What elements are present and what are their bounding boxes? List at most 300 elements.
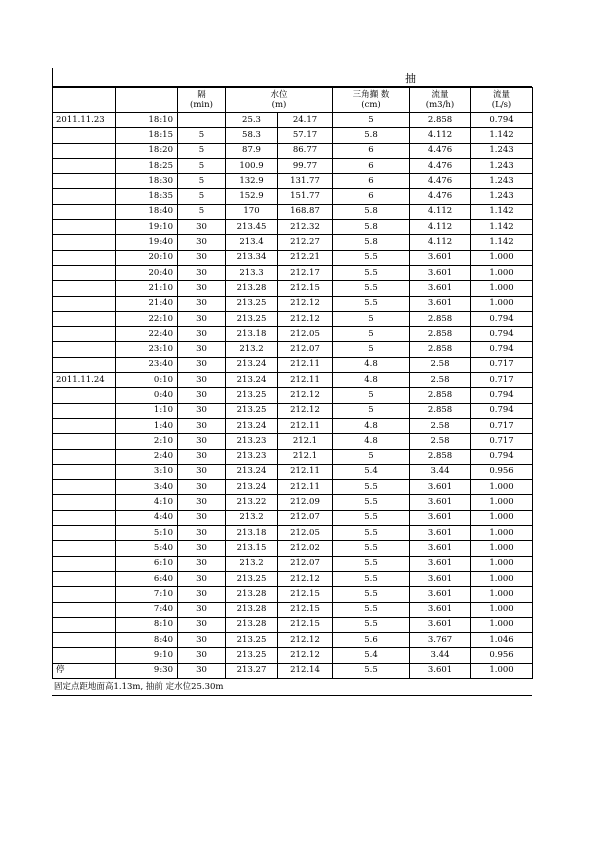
interval-cell[interactable]: 30	[178, 602, 226, 617]
flow-m3h-cell[interactable]: 4.112	[410, 204, 471, 219]
time-cell[interactable]: 21:40	[116, 296, 178, 311]
flow-ls-cell[interactable]: 1.000	[471, 541, 533, 556]
flow-m3h-cell[interactable]: 3.44	[410, 464, 471, 479]
water-depth-cell[interactable]: 213.3	[226, 265, 278, 280]
water-level-cell[interactable]: 212.02	[278, 541, 333, 556]
water-depth-cell[interactable]: 213.23	[226, 434, 278, 449]
flow-ls-cell[interactable]: 1.142	[471, 235, 533, 250]
weir-reading-cell[interactable]: 6	[333, 158, 410, 173]
water-depth-cell[interactable]: 213.25	[226, 296, 278, 311]
date-cell[interactable]	[53, 311, 116, 326]
date-cell[interactable]	[53, 128, 116, 143]
time-cell[interactable]: 2:10	[116, 434, 178, 449]
time-cell[interactable]: 18:25	[116, 158, 178, 173]
water-depth-cell[interactable]: 132.9	[226, 174, 278, 189]
date-cell[interactable]	[53, 510, 116, 525]
flow-m3h-cell[interactable]: 3.601	[410, 571, 471, 586]
date-cell[interactable]	[53, 327, 116, 342]
flow-ls-cell[interactable]: 0.717	[471, 418, 533, 433]
flow-m3h-cell[interactable]: 2.858	[410, 403, 471, 418]
date-cell[interactable]	[53, 158, 116, 173]
date-cell[interactable]	[53, 388, 116, 403]
water-level-cell[interactable]: 212.14	[278, 663, 333, 678]
flow-ls-cell[interactable]: 0.794	[471, 449, 533, 464]
date-cell[interactable]	[53, 602, 116, 617]
flow-m3h-cell[interactable]: 3.601	[410, 526, 471, 541]
interval-cell[interactable]: 30	[178, 311, 226, 326]
water-depth-cell[interactable]: 213.28	[226, 617, 278, 632]
flow-m3h-cell[interactable]: 3.601	[410, 495, 471, 510]
interval-cell[interactable]: 30	[178, 480, 226, 495]
flow-ls-cell[interactable]: 0.794	[471, 311, 533, 326]
water-depth-cell[interactable]: 213.4	[226, 235, 278, 250]
flow-ls-cell[interactable]: 0.717	[471, 434, 533, 449]
flow-m3h-cell[interactable]: 2.858	[410, 388, 471, 403]
time-cell[interactable]: 18:15	[116, 128, 178, 143]
water-depth-cell[interactable]: 213.28	[226, 281, 278, 296]
weir-reading-cell[interactable]: 5.4	[333, 464, 410, 479]
water-level-cell[interactable]: 212.07	[278, 556, 333, 571]
weir-reading-cell[interactable]: 5	[333, 327, 410, 342]
water-level-cell[interactable]: 151.77	[278, 189, 333, 204]
interval-cell[interactable]: 30	[178, 617, 226, 632]
flow-ls-cell[interactable]: 1.243	[471, 143, 533, 158]
flow-m3h-cell[interactable]: 3.601	[410, 281, 471, 296]
date-cell[interactable]	[53, 434, 116, 449]
interval-cell[interactable]: 30	[178, 510, 226, 525]
date-cell[interactable]	[53, 495, 116, 510]
interval-cell[interactable]: 30	[178, 571, 226, 586]
date-cell[interactable]	[53, 648, 116, 663]
flow-ls-cell[interactable]: 1.000	[471, 526, 533, 541]
water-depth-cell[interactable]: 213.23	[226, 449, 278, 464]
flow-ls-cell[interactable]: 1.243	[471, 174, 533, 189]
water-level-cell[interactable]: 212.11	[278, 480, 333, 495]
interval-cell[interactable]: 5	[178, 204, 226, 219]
weir-reading-cell[interactable]: 6	[333, 189, 410, 204]
flow-ls-cell[interactable]: 1.000	[471, 556, 533, 571]
date-cell[interactable]	[53, 464, 116, 479]
water-depth-cell[interactable]: 213.24	[226, 418, 278, 433]
water-depth-cell[interactable]: 213.25	[226, 403, 278, 418]
weir-reading-cell[interactable]: 5.8	[333, 204, 410, 219]
water-depth-cell[interactable]: 213.18	[226, 526, 278, 541]
water-level-cell[interactable]: 212.11	[278, 418, 333, 433]
flow-m3h-cell[interactable]: 3.601	[410, 587, 471, 602]
time-cell[interactable]: 1:10	[116, 403, 178, 418]
date-cell[interactable]	[53, 556, 116, 571]
time-cell[interactable]: 6:40	[116, 571, 178, 586]
interval-cell[interactable]: 30	[178, 556, 226, 571]
water-level-cell[interactable]: 212.12	[278, 296, 333, 311]
date-cell[interactable]	[53, 174, 116, 189]
weir-reading-cell[interactable]: 5.5	[333, 571, 410, 586]
date-cell[interactable]	[53, 541, 116, 556]
water-level-cell[interactable]: 212.11	[278, 373, 333, 388]
water-depth-cell[interactable]: 213.25	[226, 388, 278, 403]
water-depth-cell[interactable]: 213.27	[226, 663, 278, 678]
flow-ls-cell[interactable]: 1.000	[471, 250, 533, 265]
water-level-cell[interactable]: 212.12	[278, 403, 333, 418]
time-cell[interactable]: 1:40	[116, 418, 178, 433]
water-level-cell[interactable]: 212.09	[278, 495, 333, 510]
interval-cell[interactable]: 5	[178, 174, 226, 189]
water-depth-cell[interactable]: 213.24	[226, 480, 278, 495]
interval-cell[interactable]: 5	[178, 143, 226, 158]
date-cell[interactable]	[53, 265, 116, 280]
time-cell[interactable]: 4:10	[116, 495, 178, 510]
interval-cell[interactable]: 30	[178, 265, 226, 280]
weir-reading-cell[interactable]: 5.5	[333, 602, 410, 617]
water-depth-cell[interactable]: 213.2	[226, 556, 278, 571]
water-level-cell[interactable]: 24.17	[278, 113, 333, 128]
interval-cell[interactable]: 5	[178, 128, 226, 143]
interval-cell[interactable]: 30	[178, 327, 226, 342]
flow-m3h-cell[interactable]: 3.601	[410, 510, 471, 525]
time-cell[interactable]: 5:40	[116, 541, 178, 556]
flow-m3h-cell[interactable]: 3.601	[410, 556, 471, 571]
date-cell[interactable]	[53, 143, 116, 158]
flow-m3h-cell[interactable]: 3.601	[410, 250, 471, 265]
date-cell[interactable]: 2011.11.24	[53, 373, 116, 388]
water-depth-cell[interactable]: 213.2	[226, 342, 278, 357]
flow-ls-cell[interactable]: 0.794	[471, 388, 533, 403]
flow-m3h-cell[interactable]: 2.858	[410, 113, 471, 128]
time-cell[interactable]: 7:10	[116, 587, 178, 602]
water-depth-cell[interactable]: 100.9	[226, 158, 278, 173]
water-depth-cell[interactable]: 213.24	[226, 373, 278, 388]
time-cell[interactable]: 18:10	[116, 113, 178, 128]
water-depth-cell[interactable]: 213.28	[226, 587, 278, 602]
interval-cell[interactable]: 30	[178, 388, 226, 403]
flow-m3h-cell[interactable]: 2.858	[410, 342, 471, 357]
interval-cell[interactable]: 30	[178, 281, 226, 296]
flow-ls-cell[interactable]: 1.000	[471, 296, 533, 311]
water-level-cell[interactable]: 212.05	[278, 327, 333, 342]
flow-m3h-cell[interactable]: 3.44	[410, 648, 471, 663]
interval-cell[interactable]: 30	[178, 296, 226, 311]
flow-m3h-cell[interactable]: 2.58	[410, 357, 471, 372]
flow-ls-cell[interactable]: 1.142	[471, 204, 533, 219]
time-cell[interactable]: 21:10	[116, 281, 178, 296]
water-depth-cell[interactable]: 213.25	[226, 648, 278, 663]
flow-ls-cell[interactable]: 0.717	[471, 373, 533, 388]
interval-cell[interactable]: 30	[178, 434, 226, 449]
time-cell[interactable]: 3:10	[116, 464, 178, 479]
water-level-cell[interactable]: 212.07	[278, 342, 333, 357]
weir-reading-cell[interactable]: 5.5	[333, 265, 410, 280]
flow-m3h-cell[interactable]: 4.112	[410, 235, 471, 250]
time-cell[interactable]: 4:40	[116, 510, 178, 525]
water-depth-cell[interactable]: 213.25	[226, 633, 278, 648]
date-cell[interactable]	[53, 418, 116, 433]
flow-ls-cell[interactable]: 1.000	[471, 571, 533, 586]
time-cell[interactable]: 9:10	[116, 648, 178, 663]
flow-ls-cell[interactable]: 1.000	[471, 495, 533, 510]
water-level-cell[interactable]: 212.12	[278, 311, 333, 326]
flow-m3h-cell[interactable]: 3.601	[410, 541, 471, 556]
weir-reading-cell[interactable]: 5	[333, 403, 410, 418]
water-level-cell[interactable]: 212.27	[278, 235, 333, 250]
water-depth-cell[interactable]: 213.18	[226, 327, 278, 342]
interval-cell[interactable]: 30	[178, 633, 226, 648]
weir-reading-cell[interactable]: 5.5	[333, 587, 410, 602]
flow-ls-cell[interactable]: 0.717	[471, 357, 533, 372]
date-cell[interactable]	[53, 403, 116, 418]
interval-cell[interactable]: 30	[178, 449, 226, 464]
weir-reading-cell[interactable]: 5.5	[333, 541, 410, 556]
flow-m3h-cell[interactable]: 2.858	[410, 327, 471, 342]
time-cell[interactable]: 18:35	[116, 189, 178, 204]
date-cell[interactable]	[53, 357, 116, 372]
interval-cell[interactable]: 30	[178, 250, 226, 265]
water-level-cell[interactable]: 212.12	[278, 648, 333, 663]
weir-reading-cell[interactable]: 5	[333, 449, 410, 464]
water-level-cell[interactable]: 212.15	[278, 587, 333, 602]
water-depth-cell[interactable]: 213.24	[226, 464, 278, 479]
water-level-cell[interactable]: 212.32	[278, 220, 333, 235]
date-cell[interactable]	[53, 281, 116, 296]
water-level-cell[interactable]: 168.87	[278, 204, 333, 219]
interval-cell[interactable]: 30	[178, 587, 226, 602]
time-cell[interactable]: 23:10	[116, 342, 178, 357]
date-cell[interactable]	[53, 449, 116, 464]
weir-reading-cell[interactable]: 5.5	[333, 296, 410, 311]
weir-reading-cell[interactable]: 4.8	[333, 357, 410, 372]
flow-m3h-cell[interactable]: 2.58	[410, 418, 471, 433]
time-cell[interactable]: 20:40	[116, 265, 178, 280]
interval-cell[interactable]: 30	[178, 464, 226, 479]
interval-cell[interactable]: 30	[178, 418, 226, 433]
flow-ls-cell[interactable]: 1.000	[471, 281, 533, 296]
water-level-cell[interactable]: 86.77	[278, 143, 333, 158]
interval-cell[interactable]: 30	[178, 220, 226, 235]
time-cell[interactable]: 19:10	[116, 220, 178, 235]
flow-ls-cell[interactable]: 1.000	[471, 617, 533, 632]
flow-m3h-cell[interactable]: 3.601	[410, 480, 471, 495]
water-level-cell[interactable]: 212.15	[278, 281, 333, 296]
flow-ls-cell[interactable]: 1.000	[471, 602, 533, 617]
time-cell[interactable]: 5:10	[116, 526, 178, 541]
time-cell[interactable]: 18:30	[116, 174, 178, 189]
interval-cell[interactable]: 5	[178, 158, 226, 173]
weir-reading-cell[interactable]: 5.5	[333, 663, 410, 678]
flow-ls-cell[interactable]: 1.000	[471, 587, 533, 602]
weir-reading-cell[interactable]: 5.5	[333, 526, 410, 541]
weir-reading-cell[interactable]: 5.8	[333, 235, 410, 250]
weir-reading-cell[interactable]: 5	[333, 311, 410, 326]
table-row	[53, 633, 533, 648]
time-cell[interactable]: 22:40	[116, 327, 178, 342]
time-cell[interactable]: 2:40	[116, 449, 178, 464]
flow-ls-cell[interactable]: 1.142	[471, 128, 533, 143]
weir-reading-cell[interactable]: 5.5	[333, 495, 410, 510]
interval-cell[interactable]: 30	[178, 495, 226, 510]
date-cell[interactable]	[53, 250, 116, 265]
date-cell[interactable]	[53, 480, 116, 495]
flow-ls-cell[interactable]: 1.046	[471, 633, 533, 648]
water-level-cell[interactable]: 57.17	[278, 128, 333, 143]
flow-m3h-cell[interactable]: 4.112	[410, 128, 471, 143]
water-depth-cell[interactable]: 58.3	[226, 128, 278, 143]
flow-m3h-cell[interactable]: 2.858	[410, 449, 471, 464]
weir-reading-cell[interactable]: 5.6	[333, 633, 410, 648]
water-depth-cell[interactable]: 152.9	[226, 189, 278, 204]
flow-ls-cell[interactable]: 0.956	[471, 464, 533, 479]
water-level-cell[interactable]: 212.07	[278, 510, 333, 525]
date-cell[interactable]: 停	[53, 663, 116, 678]
date-cell[interactable]	[53, 220, 116, 235]
water-depth-cell[interactable]: 213.22	[226, 495, 278, 510]
time-cell[interactable]: 8:10	[116, 617, 178, 632]
weir-reading-cell[interactable]: 5.8	[333, 220, 410, 235]
water-level-cell[interactable]: 212.1	[278, 434, 333, 449]
flow-m3h-cell[interactable]: 4.476	[410, 189, 471, 204]
water-depth-cell[interactable]: 213.28	[226, 602, 278, 617]
flow-m3h-cell[interactable]: 3.601	[410, 296, 471, 311]
date-cell[interactable]	[53, 189, 116, 204]
header-weir-reading: 三角攧 数 (cm)	[333, 88, 410, 113]
weir-reading-cell[interactable]: 5.5	[333, 281, 410, 296]
weir-reading-cell[interactable]: 5.5	[333, 480, 410, 495]
time-cell[interactable]: 6:10	[116, 556, 178, 571]
flow-m3h-cell[interactable]: 2.58	[410, 434, 471, 449]
water-level-cell[interactable]: 212.17	[278, 265, 333, 280]
weir-reading-cell[interactable]: 5.8	[333, 128, 410, 143]
date-cell[interactable]	[53, 235, 116, 250]
weir-reading-cell[interactable]: 5	[333, 342, 410, 357]
flow-ls-cell[interactable]: 1.000	[471, 480, 533, 495]
water-depth-cell[interactable]: 213.2	[226, 510, 278, 525]
time-cell[interactable]: 9:30	[116, 663, 178, 678]
interval-cell[interactable]: 30	[178, 526, 226, 541]
water-level-cell[interactable]: 212.15	[278, 602, 333, 617]
weir-reading-cell[interactable]: 5	[333, 113, 410, 128]
flow-m3h-cell[interactable]: 3.601	[410, 617, 471, 632]
water-level-cell[interactable]: 99.77	[278, 158, 333, 173]
flow-ls-cell[interactable]: 0.794	[471, 113, 533, 128]
date-cell[interactable]	[53, 617, 116, 632]
weir-reading-cell[interactable]: 5.5	[333, 510, 410, 525]
flow-ls-cell[interactable]: 1.243	[471, 189, 533, 204]
interval-cell[interactable]: 30	[178, 342, 226, 357]
flow-ls-cell[interactable]: 1.000	[471, 663, 533, 678]
interval-cell[interactable]: 30	[178, 235, 226, 250]
water-level-cell[interactable]: 212.1	[278, 449, 333, 464]
weir-reading-cell[interactable]: 6	[333, 174, 410, 189]
interval-cell[interactable]: 5	[178, 189, 226, 204]
time-cell[interactable]: 22:10	[116, 311, 178, 326]
water-level-cell[interactable]: 212.12	[278, 571, 333, 586]
water-depth-cell[interactable]: 213.45	[226, 220, 278, 235]
water-level-cell[interactable]: 212.21	[278, 250, 333, 265]
flow-m3h-cell[interactable]: 3.601	[410, 663, 471, 678]
weir-reading-cell[interactable]: 4.8	[333, 373, 410, 388]
water-level-cell[interactable]: 212.12	[278, 633, 333, 648]
weir-reading-cell[interactable]: 4.8	[333, 434, 410, 449]
water-level-cell[interactable]: 212.12	[278, 388, 333, 403]
time-cell[interactable]: 18:20	[116, 143, 178, 158]
time-cell[interactable]: 3:40	[116, 480, 178, 495]
weir-reading-cell[interactable]: 5.4	[333, 648, 410, 663]
date-cell[interactable]	[53, 571, 116, 586]
date-cell[interactable]	[53, 633, 116, 648]
interval-cell[interactable]: 30	[178, 648, 226, 663]
header-row	[53, 88, 533, 113]
weir-reading-cell[interactable]: 5.5	[333, 556, 410, 571]
interval-cell[interactable]: 30	[178, 373, 226, 388]
flow-m3h-cell[interactable]: 4.476	[410, 143, 471, 158]
water-depth-cell[interactable]: 213.34	[226, 250, 278, 265]
interval-cell[interactable]	[178, 113, 226, 128]
water-level-cell[interactable]: 212.05	[278, 526, 333, 541]
flow-m3h-cell[interactable]: 4.476	[410, 174, 471, 189]
flow-m3h-cell[interactable]: 3.601	[410, 265, 471, 280]
water-depth-cell[interactable]: 213.25	[226, 571, 278, 586]
interval-cell[interactable]: 30	[178, 663, 226, 678]
header-interval: 隔 (min)	[178, 88, 226, 113]
water-depth-cell[interactable]: 170	[226, 204, 278, 219]
date-cell[interactable]: 2011.11.23	[53, 113, 116, 128]
water-level-cell[interactable]: 212.11	[278, 357, 333, 372]
date-cell[interactable]	[53, 587, 116, 602]
time-cell[interactable]: 8:40	[116, 633, 178, 648]
flow-ls-cell[interactable]: 0.794	[471, 403, 533, 418]
flow-m3h-cell[interactable]: 4.112	[410, 220, 471, 235]
time-cell[interactable]: 23:40	[116, 357, 178, 372]
time-cell[interactable]: 20:10	[116, 250, 178, 265]
flow-ls-cell[interactable]: 1.000	[471, 510, 533, 525]
date-cell[interactable]	[53, 342, 116, 357]
time-cell[interactable]: 19:40	[116, 235, 178, 250]
flow-ls-cell[interactable]: 1.243	[471, 158, 533, 173]
flow-ls-cell[interactable]: 0.794	[471, 327, 533, 342]
flow-ls-cell[interactable]: 1.142	[471, 220, 533, 235]
weir-reading-cell[interactable]: 5.5	[333, 250, 410, 265]
water-depth-cell[interactable]: 87.9	[226, 143, 278, 158]
time-cell[interactable]: 7:40	[116, 602, 178, 617]
time-cell[interactable]: 0:10	[116, 373, 178, 388]
water-depth-cell[interactable]: 213.25	[226, 311, 278, 326]
date-cell[interactable]	[53, 204, 116, 219]
flow-m3h-cell[interactable]: 2.58	[410, 373, 471, 388]
date-cell[interactable]	[53, 526, 116, 541]
interval-cell[interactable]: 30	[178, 541, 226, 556]
flow-m3h-cell[interactable]: 4.476	[410, 158, 471, 173]
water-level-cell[interactable]: 212.15	[278, 617, 333, 632]
interval-cell[interactable]: 30	[178, 403, 226, 418]
interval-cell[interactable]: 30	[178, 357, 226, 372]
date-cell[interactable]	[53, 296, 116, 311]
flow-m3h-cell[interactable]: 3.601	[410, 602, 471, 617]
flow-m3h-cell[interactable]: 3.767	[410, 633, 471, 648]
weir-reading-cell[interactable]: 6	[333, 143, 410, 158]
time-cell[interactable]: 0:40	[116, 388, 178, 403]
water-level-cell[interactable]: 131.77	[278, 174, 333, 189]
time-cell[interactable]: 18:40	[116, 204, 178, 219]
weir-reading-cell[interactable]: 5.5	[333, 617, 410, 632]
flow-m3h-cell[interactable]: 2.858	[410, 311, 471, 326]
water-depth-cell[interactable]: 25.3	[226, 113, 278, 128]
water-depth-cell[interactable]: 213.15	[226, 541, 278, 556]
flow-ls-cell[interactable]: 0.794	[471, 342, 533, 357]
weir-reading-cell[interactable]: 4.8	[333, 418, 410, 433]
flow-ls-cell[interactable]: 0.956	[471, 648, 533, 663]
weir-reading-cell[interactable]: 5	[333, 388, 410, 403]
water-depth-cell[interactable]: 213.24	[226, 357, 278, 372]
water-level-cell[interactable]: 212.11	[278, 464, 333, 479]
flow-ls-cell[interactable]: 1.000	[471, 265, 533, 280]
